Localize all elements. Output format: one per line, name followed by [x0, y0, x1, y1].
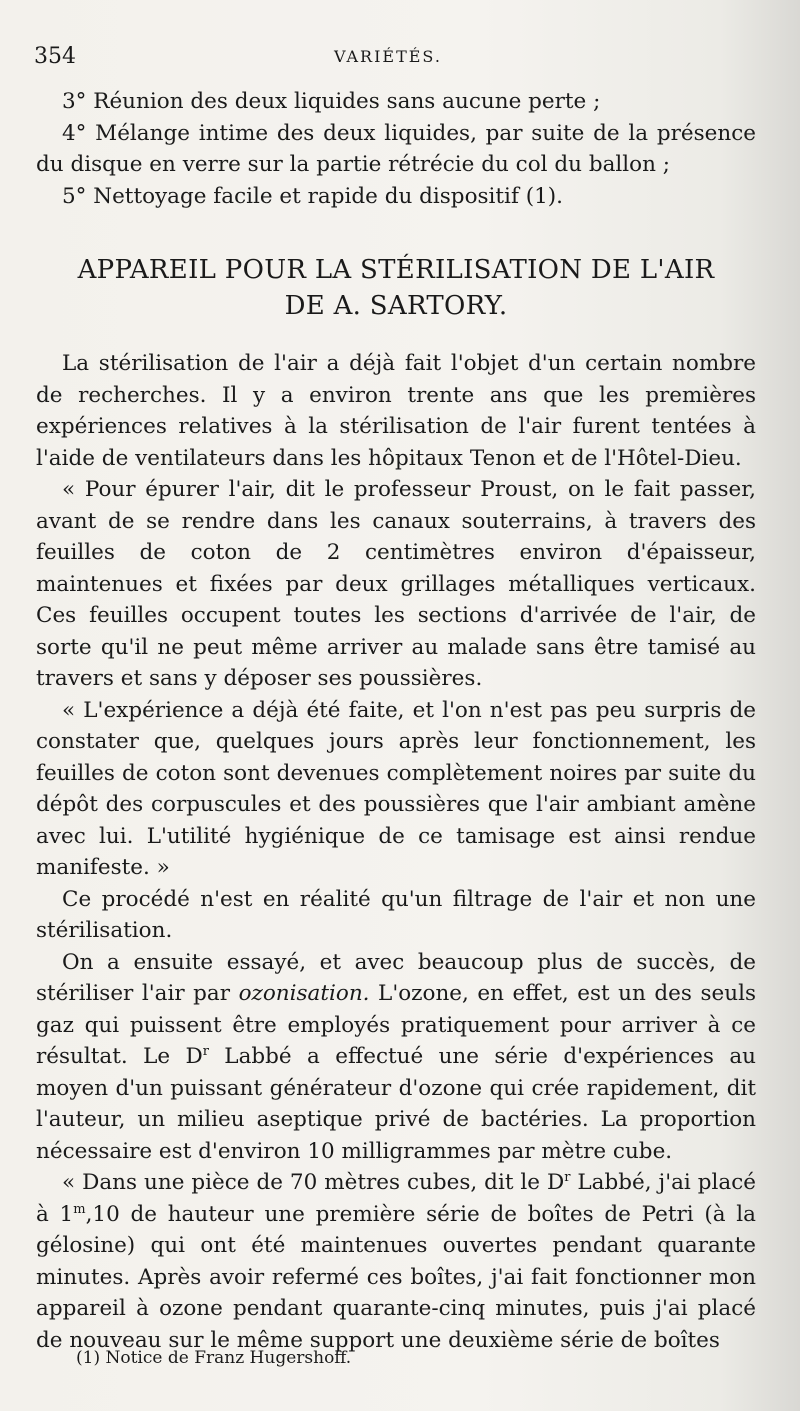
list-item: 3° Réunion des deux liquides sans aucune perte ;	[62, 89, 601, 114]
metre-superscript: m	[73, 1201, 86, 1217]
paragraph-6-text-b: Labbé, j'ai placé à 1	[36, 1170, 756, 1227]
footnote: (1) Notice de Franz Hugershoff.	[76, 1348, 352, 1368]
paragraph-2: « Pour épurer l'air, dit le professeur Proust, on le fait passer, avant de se rendre dans les canaux souterrains, à travers des feuilles de coton de 2 centimètres environ d'épaisseur, maintenues et fixées par deux grillages métalliques verticaux. Ces feuilles occupent toutes les sections d'arrivée de l'air, de sorte qu'il ne peut même arriver au malade sans être tamisé au travers et sans y déposer ses poussières.	[36, 477, 756, 691]
page-number: 354	[34, 44, 76, 69]
list-item: 4° Mélange intime des deux liquides, par suite de la présence du disque en verre sur la partie rétrécie du col du ballon ;	[36, 120, 756, 177]
paragraph-6-text-c: ,10 de hauteur une première série de boîtes de Petri (à la gélosine) qui ont été maintenues ouvertes pendant quarante minutes. Après avoir refermé ces boîtes, j'ai fait fonctionner mon appareil à ozone pendant quarante-cinq minutes, puis j'ai placé de nouveau sur le même support une deuxième série de boîtes	[36, 1201, 756, 1353]
doctor-superscript: r	[564, 1169, 571, 1185]
paragraph-1: La stérilisation de l'air a déjà fait l'objet d'un certain nombre de recherches. Il y a environ trente ans que les premières expériences relatives à la stérilisation de l'air furent tentées à l'aide de ventilateurs dans les hôpitaux Tenon et de l'Hôtel-Dieu.	[36, 351, 756, 471]
article-body	[36, 348, 756, 1356]
numbered-list	[36, 86, 756, 212]
paragraph-6-text-a: « Dans une pièce de 70 mètres cubes, dit le D	[62, 1170, 565, 1195]
section-title	[36, 252, 756, 324]
running-head: VARIÉTÉS.	[334, 47, 442, 66]
list-item: 5° Nettoyage facile et rapide du dispositif (1).	[62, 183, 564, 209]
paragraph-5-text-c: Labbé a effectué une série d'expériences au moyen d'un puissant générateur d'ozone qui crée rapidement, dit l'auteur, un milieu aseptique privé de bactéries. La proportion nécessaire est d'environ 10 milligrammes par mètre cube.	[36, 1044, 756, 1164]
paragraph-5-text-b: L'ozone, en effet, est un des seuls gaz qui puissent être employés pratiquement pour arriver à ce résultat. Le D	[36, 981, 756, 1069]
section-title-line-1: APPAREIL POUR LA STÉRILISATION DE L'AIR	[77, 255, 715, 285]
paragraph-6	[36, 1167, 756, 1356]
doctor-superscript: r	[202, 1043, 209, 1059]
page-header	[34, 44, 774, 74]
paragraph-5	[36, 947, 756, 1168]
footnote-divider	[36, 1336, 156, 1337]
paragraph-5-text-a: On a ensuite essayé, et avec beaucoup plus de succès, de stériliser l'air par	[36, 949, 756, 1006]
paragraph-3: « L'expérience a déjà été faite, et l'on n'est pas peu surpris de constater que, quelques jours après leur fonctionnement, les feuilles de coton sont devenues complètement noires par suite du dépôt des corpuscules et des poussières que l'air ambiant amène avec lui. L'utilité hygiénique de ce tamisage est ainsi rendue manifeste. »	[36, 697, 756, 880]
ozonisation-emphasis: ozonisation.	[238, 981, 370, 1006]
section-title-line-2: DE A. SARTORY.	[284, 291, 508, 321]
paragraph-4: Ce procédé n'est en réalité qu'un filtrage de l'air et non une stérilisation.	[36, 886, 756, 943]
